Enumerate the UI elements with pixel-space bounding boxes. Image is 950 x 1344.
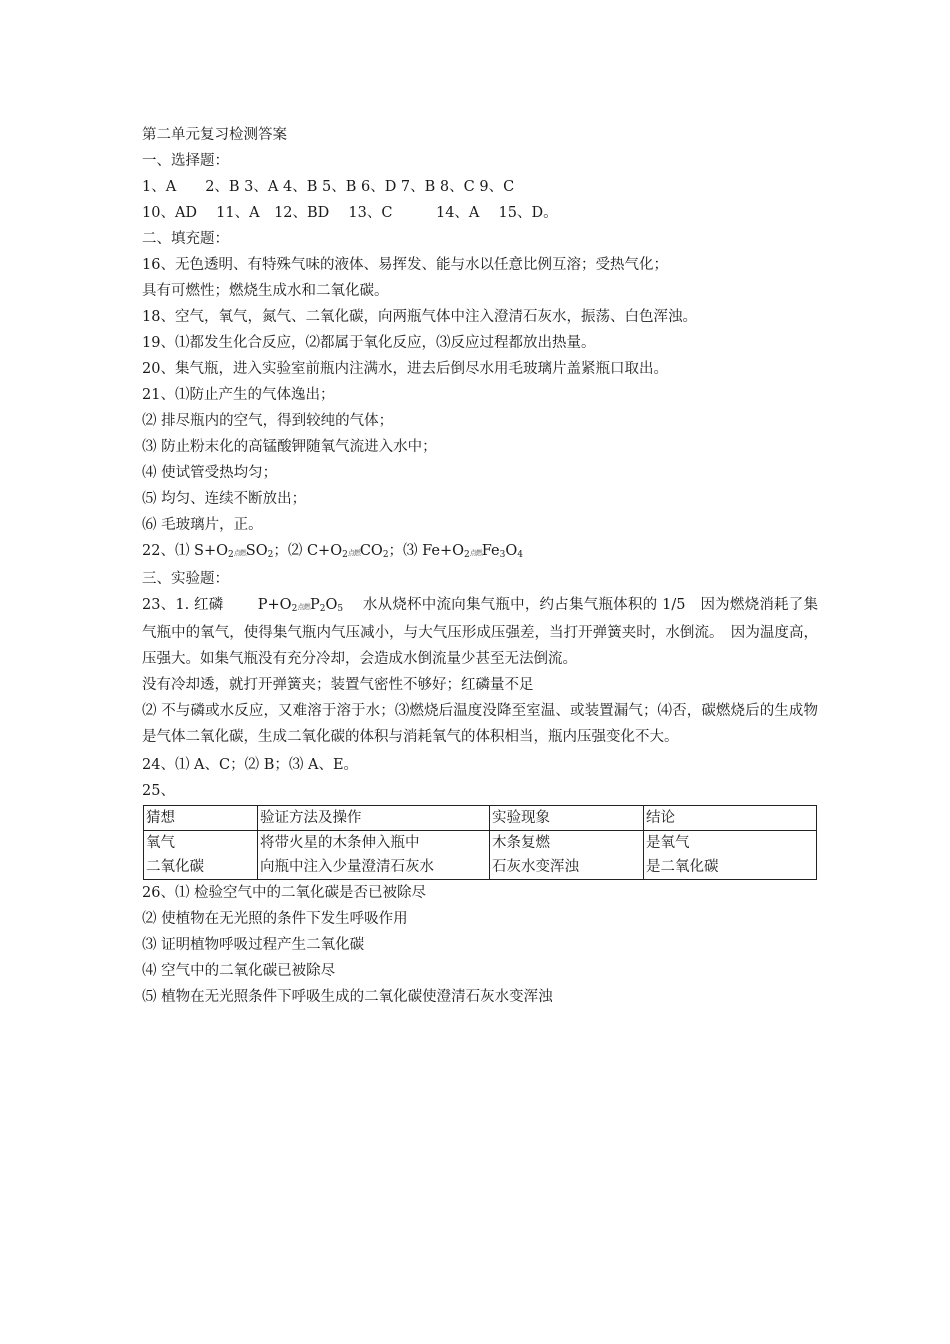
equation-3-product: Fe [481, 543, 500, 559]
answer-26-1: 26、⑴ 检验空气中的二氧化碳是否已被除尽 [142, 885, 427, 901]
reaction-condition-2: 点燃 [347, 549, 360, 557]
answer-18: 18、空气，氧气，氮气、二氧化碳，向两瓶气体中注入澄清石灰水，振荡、白色浑浊。 [142, 309, 697, 325]
equation-1-reactants: ⑴ S+O [174, 543, 229, 559]
answer-26-4: ⑷ 空气中的二氧化碳已被除尽 [142, 963, 336, 979]
table-cell-method: 将带火星的木条伸入瓶中 向瓶中注入少量澄清石灰水 [258, 831, 490, 880]
section-heading-experiment: 三、实验题： [142, 571, 229, 587]
answer-21-5: ⑸ 均匀、连续不断放出； [142, 491, 307, 507]
table-header-phenomenon: 实验现象 [490, 806, 644, 831]
answer-20: 20、集气瓶，进入实验室前瓶内注满水，进去后倒尽水用毛玻璃片盖紧瓶口取出。 [142, 361, 668, 377]
table-cell-conclusion: 是氧气 是二氧化碳 [644, 831, 817, 880]
choice-answers-line-1: 1、A 2、B 3、A 4、B 5、B 6、D 7、B 8、C 9、C [142, 179, 515, 195]
table-header-row [144, 806, 817, 831]
choice-answers-line-2: 10、AD 11、A 12、BD 13、C 14、A 15、D。 [142, 205, 558, 221]
equation-1-product: SO [245, 543, 268, 559]
answer-26-5: ⑸ 植物在无光照条件下呼吸生成的二氧化碳使澄清石灰水变浑浊 [142, 989, 553, 1005]
reaction-condition-1: 点燃 [233, 549, 246, 557]
equation-3-reactants: ⑶ Fe+O [403, 543, 465, 559]
table-header-hypothesis: 猜想 [144, 806, 258, 831]
answer-22-prefix: 22、 [142, 543, 175, 559]
section-heading-fill: 二、填充题： [142, 231, 229, 247]
answer-25-label: 25、 [142, 783, 175, 799]
answer-19: 19、⑴都发生化合反应，⑵都属于氧化反应，⑶反应过程都放出热量。 [142, 335, 596, 351]
answer-26-3: ⑶ 证明植物呼吸过程产生二氧化碳 [142, 937, 365, 953]
answer-21-2: ⑵ 排尽瓶内的空气，得到较纯的气体； [142, 413, 394, 429]
answer-21-4: ⑷ 使试管受热均匀； [142, 465, 278, 481]
answer-21-6: ⑹ 毛玻璃片，正。 [142, 517, 263, 533]
table-header-conclusion: 结论 [644, 806, 817, 831]
answer-16-line-1: 16、无色透明、有特殊气味的液体、易挥发、能与水以任意比例互溶；受热气化； [142, 257, 668, 273]
answer-24: 24、⑴ A、C；⑵ B；⑶ A、E。 [142, 757, 359, 773]
answer-25-table [143, 805, 817, 880]
answer-26-2: ⑵ 使植物在无光照的条件下发生呼吸作用 [142, 911, 408, 927]
equation-2-product: CO [359, 543, 383, 559]
table-row [144, 831, 817, 880]
answer-23-line-b: 没有冷却透，就打开弹簧夹；装置气密性不够好；红磷量不足 [142, 677, 534, 693]
reaction-condition-3: 点燃 [469, 549, 482, 557]
section-heading-choice: 一、选择题： [142, 153, 229, 169]
answer-23-paragraph-2: ⑵ 不与磷或水反应，又难溶于溶于水；⑶燃烧后温度没降至室温、或装置漏气；⑷否，碳燃烧后的生成物是气体二氧化碳，生成二氧化碳的体积与消耗氧气的体积相当，瓶内压强变化不大。 [142, 703, 818, 745]
equation-2-reactants: ⑵ C+O [287, 543, 343, 559]
answer-document [142, 122, 818, 1010]
table-cell-phenomenon: 木条复燃 石灰水变浑浊 [490, 831, 644, 880]
answer-21-3: ⑶ 防止粉末化的高锰酸钾随氧气流进入水中； [142, 439, 437, 455]
document-title: 第二单元复习检测答案 [142, 127, 287, 143]
answer-23-paragraph-1: 23、1. 红磷 $P+O_2$点燃$P_2O_5$ 水从烧杯中流向集气瓶中，约占集气瓶体积的 1/5 因为燃烧消耗了集气瓶中的氧气，使得集气瓶内气压减小，与大气压形成压强差，当打开弹簧夹时，水倒流。 因为温度高，压强大。如集气瓶没有充分冷却，会造成水倒流量少甚至无法倒流。 [142, 597, 818, 667]
answer-22-equations: 22、⑴ $S+O_2$点燃$SO_2$；⑵ $C+O_2$点燃$CO_2$；⑶ $Fe+O_2$点燃$Fe_3O_4$ [142, 543, 523, 560]
reaction-condition-23: 点燃 [297, 603, 310, 611]
answer-21-1: 21、⑴防止产生的气体逸出； [142, 387, 335, 403]
table-header-method: 验证方法及操作 [258, 806, 490, 831]
answer-16-line-2: 具有可燃性；燃烧生成水和二氧化碳。 [142, 283, 389, 299]
table-cell-hypothesis: 氧气 二氧化碳 [144, 831, 258, 880]
